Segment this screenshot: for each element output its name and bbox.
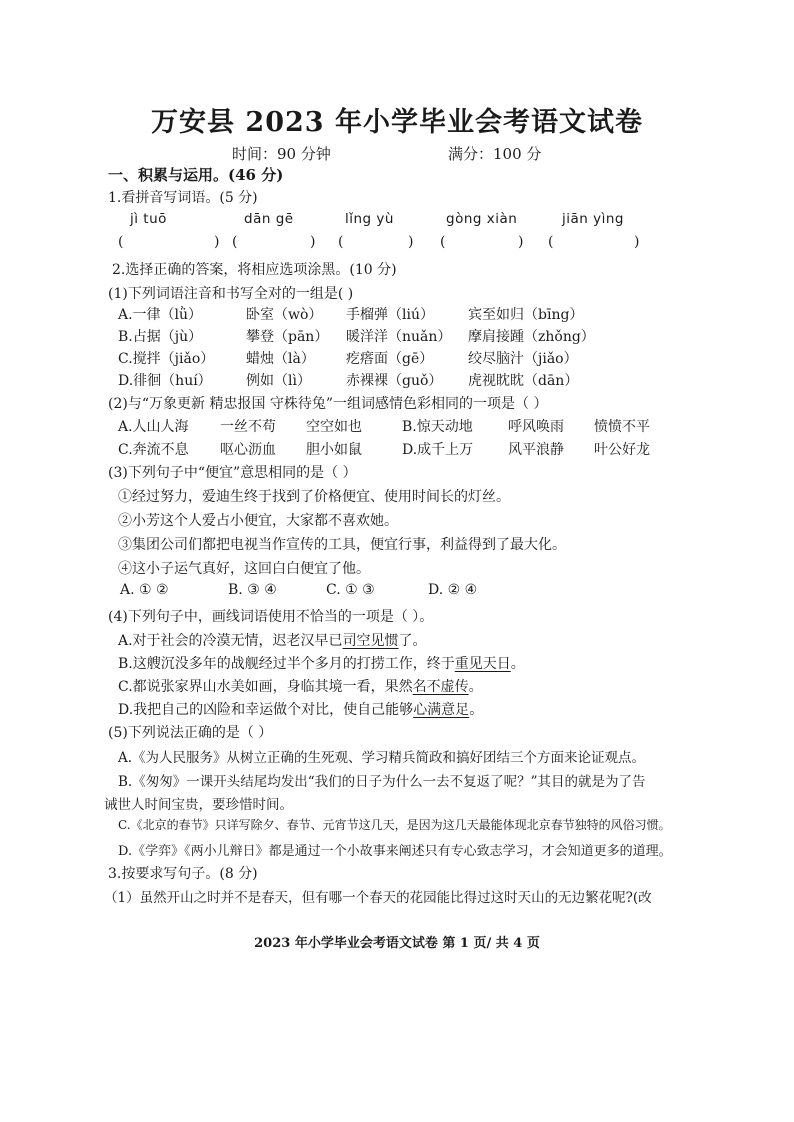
statement-b: B.《匆匆》一课开头结尾均发出“我们的日子为什么一去不复返了呢？”其目的就是为了告 (118, 774, 646, 790)
option-b-word-2: 攀登（pān） (246, 329, 329, 345)
idiom-option: C.奔流不息 (118, 442, 189, 458)
underline-sentence-b (118, 653, 525, 673)
answer-bracket-close: ) (408, 234, 414, 250)
sentence-1: ①经过努力，爱迪生终于找到了价格便宜、使用时间长的灯丝。 (118, 489, 510, 505)
underline-sentence-a (118, 630, 427, 650)
pinyin-2: dān gē (244, 211, 294, 227)
statement-c: C.《北京的春节》只详写除夕、春节、元宵节这几天，是因为这几天最能体现北京春节独特的风俗习惯。 (118, 818, 671, 832)
answer-bracket-close: ) (634, 234, 640, 250)
option-d-word-1: D.徘徊（huí） (118, 373, 212, 389)
pinyin-3: lǐng yù (345, 211, 394, 227)
sentence-text: A.对于社会的冷漠无情，迟老汉早已 (118, 633, 343, 649)
option-b-word-4: 摩肩接踵（zhǒng） (468, 329, 595, 345)
sentence-text: 。 (468, 679, 483, 695)
question-3-1-text: （1）虽然开山之时并不是春天，但有哪一个春天的花园能比得过这时天山的无边繁花呢?(改 (104, 890, 652, 906)
idiom-option: 一丝不苟 (220, 419, 276, 435)
underlined-word: 重见天日 (454, 656, 511, 672)
option-c-word-3: 疙瘩面（gē） (346, 351, 434, 367)
idiom-option: A.人山人海 (118, 419, 189, 435)
exam-title: 万安县 2023 年小学毕业会考语文试卷 (151, 107, 643, 138)
idiom-option: 愤愤不平 (594, 419, 650, 435)
sentence-text: 。 (510, 656, 525, 672)
option-a-word-1: A.一律（lǜ） (118, 307, 203, 323)
sentence-3: ③集团公司们都把电视当作宣传的工具，便宜行事，利益得到了最大化。 (118, 537, 566, 553)
question-2-label: 2.选择正确的答案，将相应选项涂黑。(10 分) (112, 262, 397, 278)
answer-option-d: D. ② ④ (428, 582, 478, 598)
statement-b-continued: 诫世人时间宝贵，要珍惜时间。 (104, 797, 293, 813)
idiom-option: B.惊天动地 (402, 419, 473, 435)
exam-time: 时间：90 分钟 (232, 145, 331, 163)
idiom-option: 叶公好龙 (594, 442, 650, 458)
underline-sentence-c (118, 676, 483, 696)
subquestion-2-2-stem: (2)与“万象更新 精忠报国 守株待兔”一组词感情色彩相同的一项是（ ） (108, 396, 548, 412)
idiom-option: 呼风唤雨 (508, 419, 564, 435)
answer-option-c: C. ① ③ (326, 582, 375, 598)
pinyin-1: jì tuō (130, 211, 167, 227)
question-1-label: 1.看拼音写词语。(5 分) (108, 190, 258, 206)
option-c-word-2: 蜡烛（là） (246, 351, 315, 367)
idiom-option: D.成千上万 (402, 442, 474, 458)
sentence-2: ②小芳这个人爱占小便宜，大家都不喜欢她。 (118, 513, 398, 529)
idiom-option: 胆小如鼠 (306, 442, 362, 458)
idiom-option: 呕心沥血 (220, 442, 276, 458)
sentence-4: ④这小子运气真好，这回白白便宜了他。 (118, 561, 370, 577)
answer-bracket-close: ) (310, 234, 316, 250)
subquestion-2-3-stem: (3)下列句子中“便宜”意思相同的是（ ） (108, 465, 357, 481)
sentence-text: 。 (469, 702, 484, 718)
sentence-text: B.这艘沉没多年的战舰经过半个多月的打捞工作，终于 (118, 656, 455, 672)
option-c-word-4: 绞尽脑汁（jiǎo） (468, 351, 578, 367)
option-b-word-1: B.占据（jù） (118, 329, 203, 345)
underlined-word: 心满意足 (413, 702, 470, 718)
underlined-word: 名不虚传 (412, 679, 469, 695)
option-a-word-2: 卧室（wò） (246, 307, 323, 323)
subquestion-2-5-stem: (5)下列说法正确的是（ ） (108, 725, 273, 741)
option-b-word-3: 暖洋洋（nuǎn） (346, 329, 452, 345)
pinyin-5: jiān yìng (562, 211, 624, 227)
option-d-word-3: 赤裸裸（guǒ） (346, 373, 443, 389)
subquestion-2-4-stem: (4)下列句子中，画线词语使用不恰当的一项是（ ）。 (108, 609, 434, 625)
underlined-word: 司空见惯 (342, 633, 399, 649)
answer-bracket-open: ( (232, 234, 238, 250)
question-3-label: 3.按要求写句子。(8 分) (108, 866, 258, 882)
statement-d: D.《学弈》《两小儿辩日》都是通过一个小故事来阐述只有专心致志学习，才会知道更多的道理。 (118, 844, 672, 859)
answer-bracket-open: ( (548, 234, 554, 250)
sentence-text: 了。 (398, 633, 427, 649)
option-a-word-4: 宾至如归（bīng） (468, 307, 584, 323)
option-d-word-2: 例如（lì） (246, 373, 311, 389)
answer-bracket-open: ( (338, 234, 344, 250)
idiom-option: 风平浪静 (508, 442, 564, 458)
answer-bracket-open: ( (440, 234, 446, 250)
answer-option-b: B. ③ ④ (228, 582, 277, 598)
answer-bracket-close: ) (214, 234, 220, 250)
answer-bracket-open: ( (118, 234, 124, 250)
idiom-option: 空空如也 (306, 419, 362, 435)
exam-full-score: 满分：100 分 (448, 145, 542, 163)
subquestion-2-1-stem: (1)下列词语注音和书写全对的一组是( ) (108, 286, 354, 302)
sentence-text: C.都说张家界山水美如画，身临其境一看，果然 (118, 679, 413, 695)
sentence-text: D.我把自己的凶险和幸运做个对比，使自己能够 (118, 702, 414, 718)
pinyin-4: gòng xiàn (446, 211, 518, 227)
option-a-word-3: 手榴弹（liú） (346, 307, 434, 323)
answer-bracket-close: ) (518, 234, 524, 250)
option-c-word-1: C.搅拌（jiǎo） (118, 351, 215, 367)
option-d-word-4: 虎视眈眈（dān） (468, 373, 579, 389)
answer-option-a: A. ① ② (120, 582, 169, 598)
underline-sentence-d (118, 699, 483, 719)
section-heading: 一、积累与运用。(46 分) (108, 166, 284, 184)
statement-a: A.《为人民服务》从树立正确的生死观、学习精兵简政和搞好团结三个方面来论证观点。 (118, 750, 646, 766)
page-footer: 2023 年小学毕业会考语文试卷 第 1 页/ 共 4 页 (254, 936, 540, 951)
